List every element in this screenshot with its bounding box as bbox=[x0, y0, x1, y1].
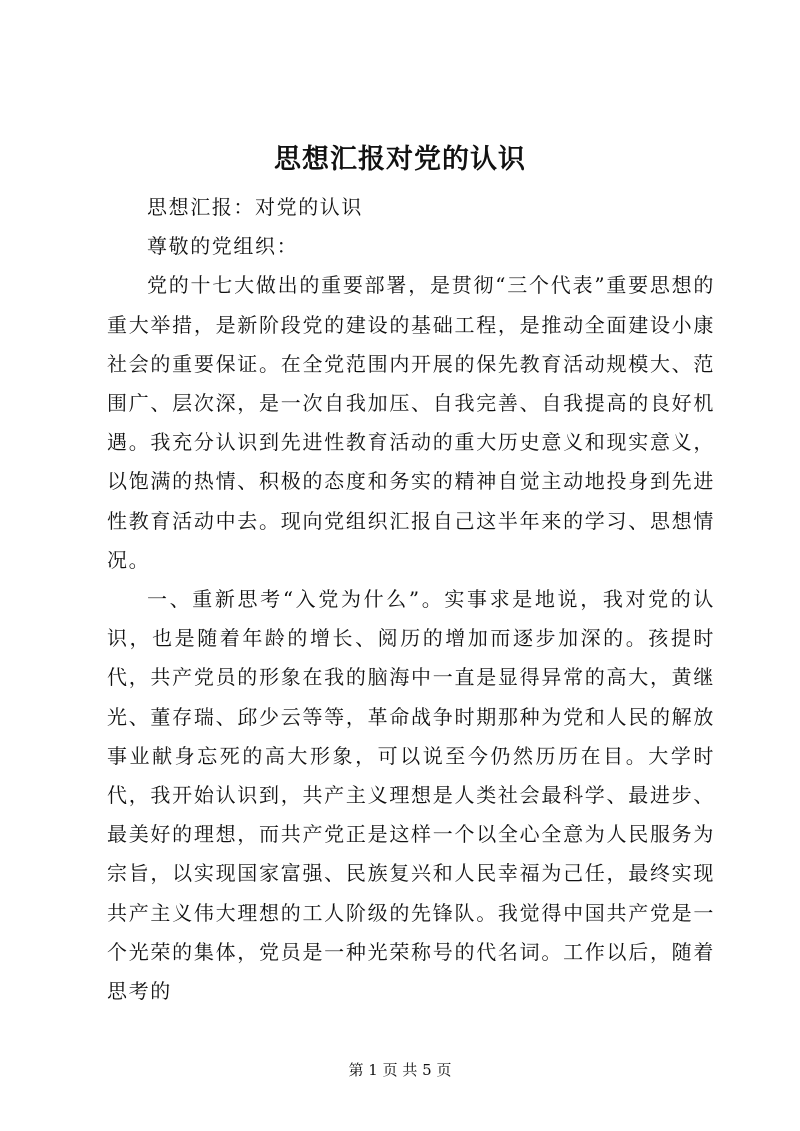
paragraph-section-one: 一、重新思考“入党为什么”。实事求是地说，我对党的认识，也是随着年龄的增长、阅历的增加而逐步加深的。孩提时代，共产党员的形象在我的脑海中一直是显得异常的高大，黄继光、董存瑞、邱少云等等，革命战争时期那种为党和人民的解放事业献身忘死的高大形象，可以说至今仍然历历在目。大学时代，我开始认识到，共产主义理想是人类社会最科学、最进步、最美好的理想，而共产党正是这样一个以全心全意为人民服务为宗旨，以实现国家富强、民族复兴和人民幸福为己任，最终实现共产主义伟大理想的工人阶级的先锋队。我觉得中国共产党是一个光荣的集体，党员是一种光荣称号的代名词。工作以后，随着思考的 bbox=[107, 587, 715, 1004]
document-body bbox=[107, 188, 715, 1011]
paragraph-heading: 思想汇报：对党的认识 bbox=[147, 195, 363, 219]
page-footer: 第 1 页 共 5 页 bbox=[348, 1061, 452, 1079]
paragraph-intro: 党的十七大做出的重要部署，是贯彻“三个代表”重要思想的重大举措，是新阶段党的建设的基础工程，是推动全面建设小康社会的重要保证。在全党范围内开展的保先教育活动规模大、范围广、层次深，是一次自我加压、自我完善、自我提高的良好机遇。我充分认识到先进性教育活动的重大历史意义和现实意义，以饱满的热情、积极的态度和务实的精神自觉主动地投身到先进性教育活动中去。现向党组织汇报自己这半年来的学习、思想情况。 bbox=[107, 273, 715, 572]
paragraph-salutation: 尊敬的党组织： bbox=[147, 234, 299, 259]
document-title: 思想汇报对党的认识 bbox=[274, 144, 526, 175]
